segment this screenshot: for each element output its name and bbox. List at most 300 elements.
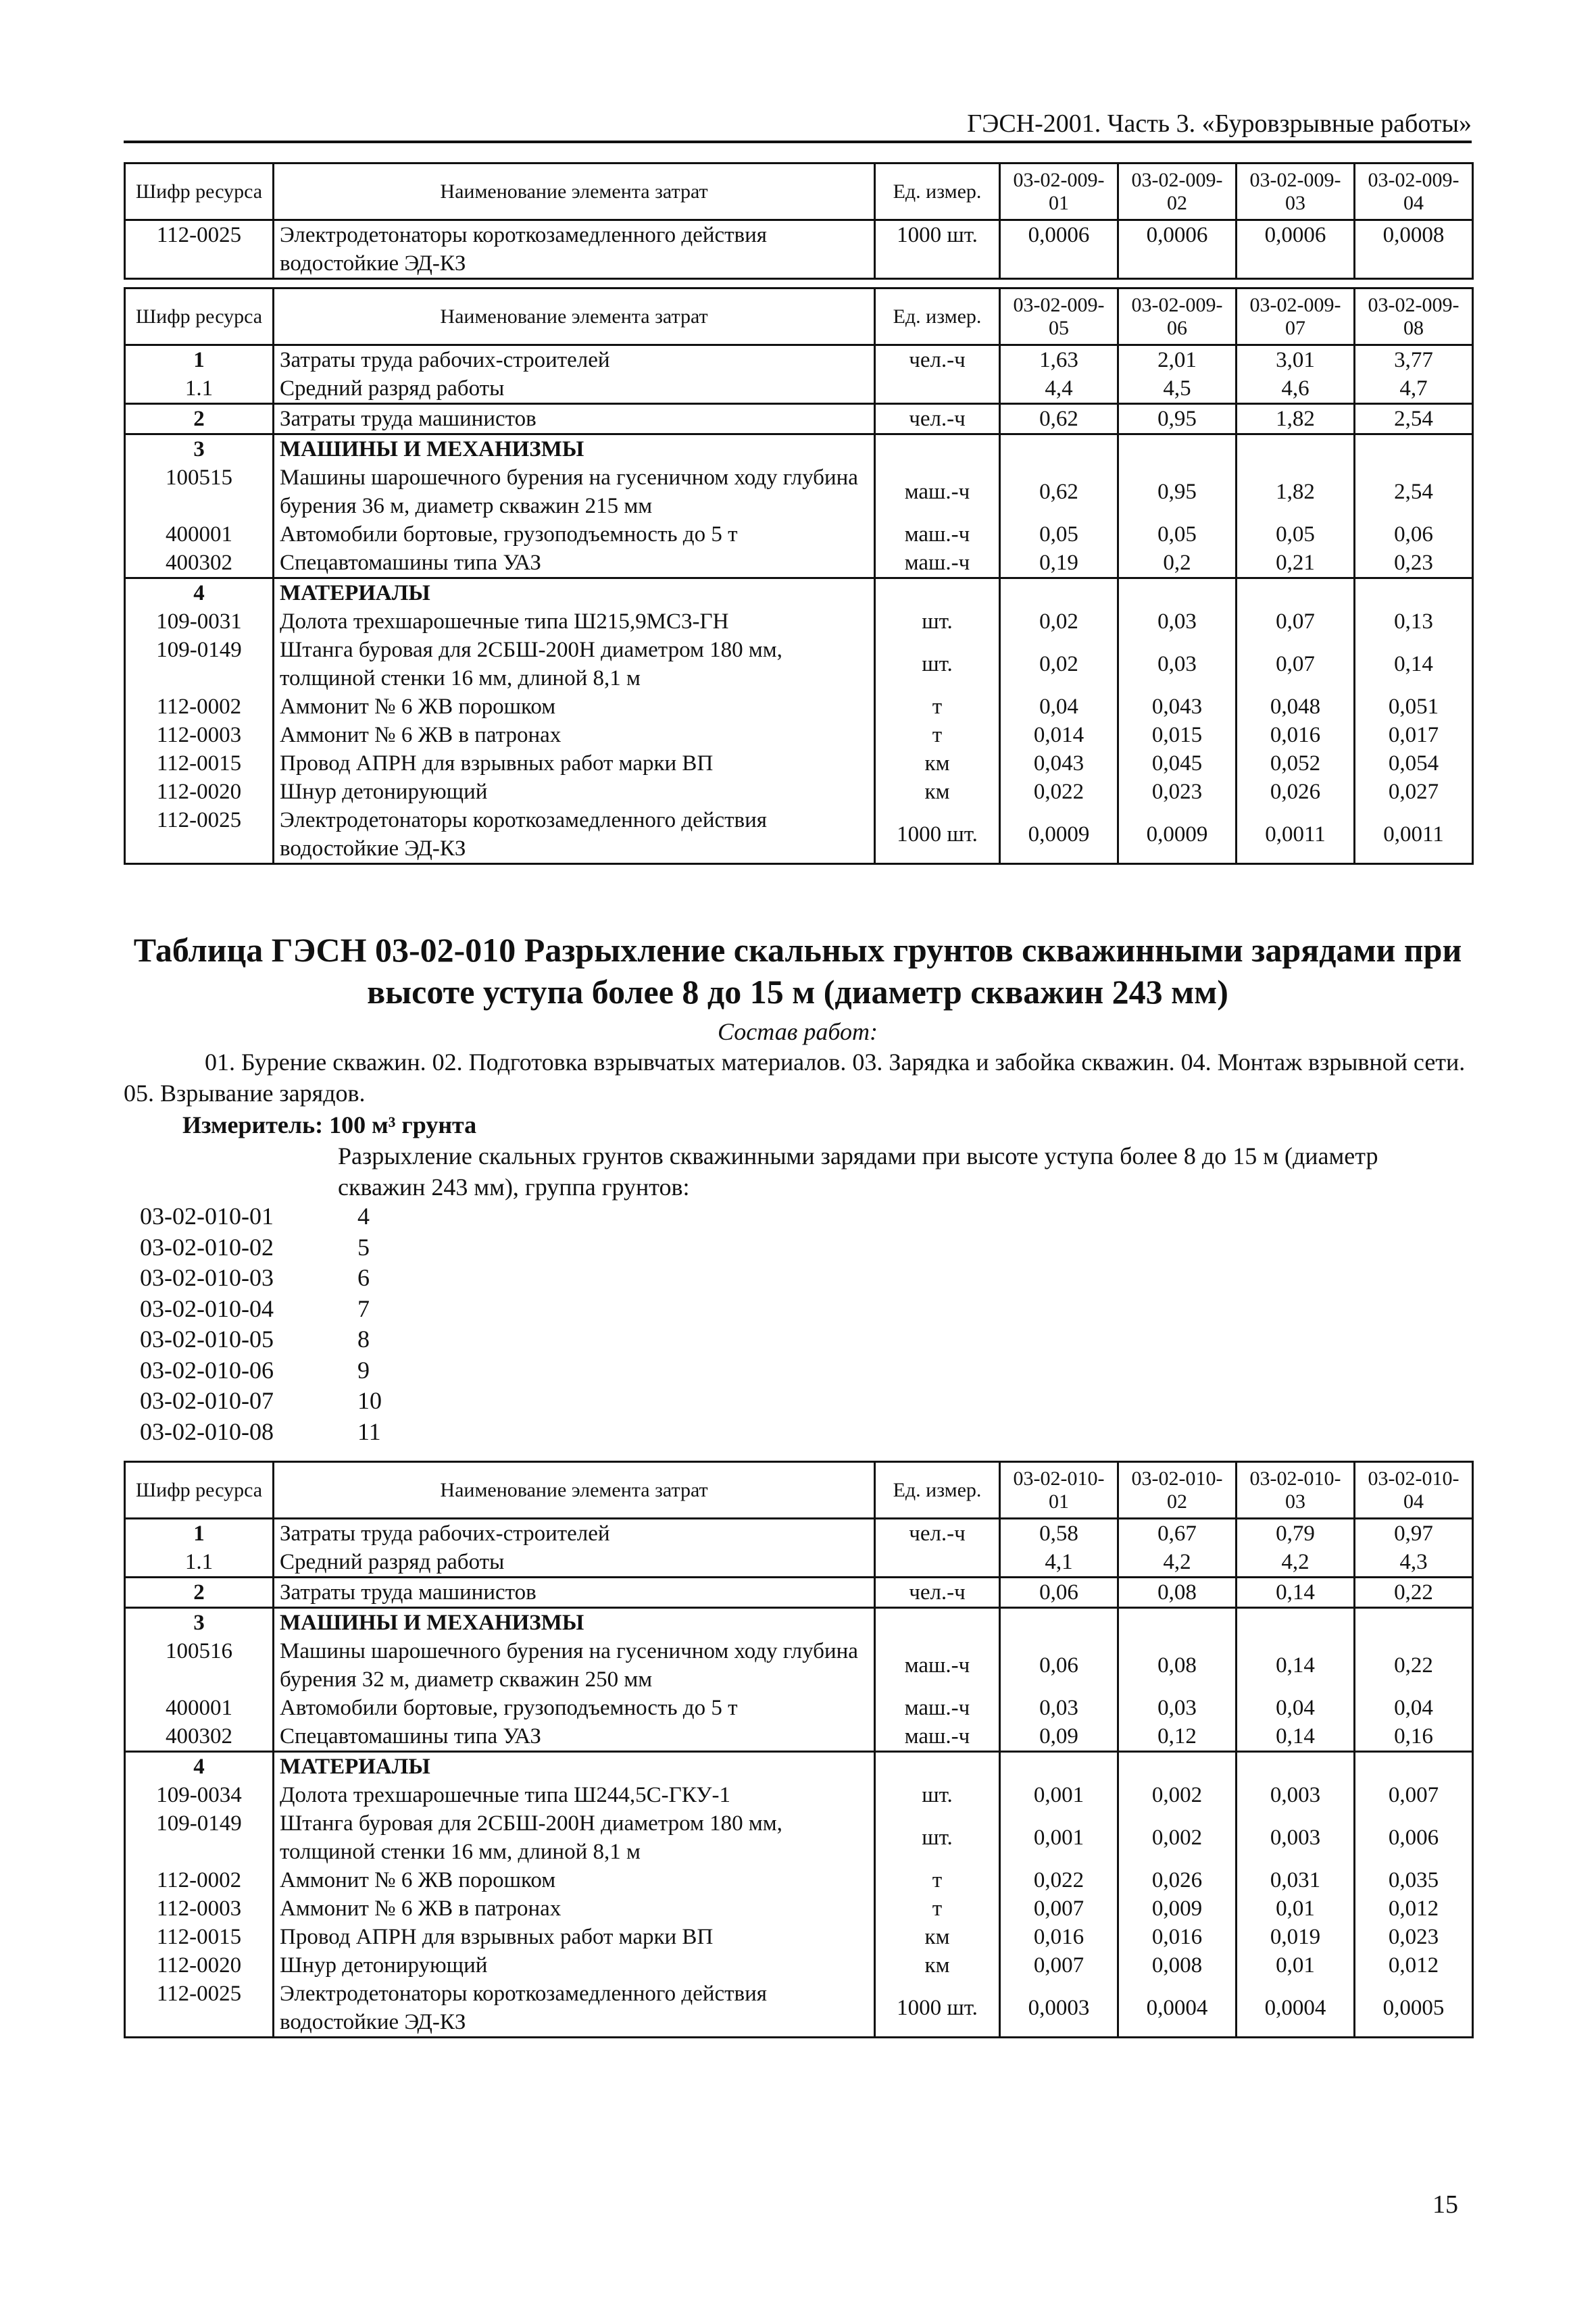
resource-name: Долота трехшарошечные типа Ш215,9МС3-ГН <box>274 607 875 636</box>
resource-name: Машины шарошечного бурения на гусеничном ходу глубина бурения 36 м, диаметр скважин 215 мм <box>274 463 875 520</box>
norm-value <box>1000 1752 1118 1782</box>
norm-value: 0,01 <box>1237 1894 1355 1923</box>
unit <box>875 578 1000 608</box>
norm-value: 0,04 <box>1237 1694 1355 1722</box>
resource-name: Автомобили бортовые, грузоподъемность до 5 т <box>274 520 875 549</box>
norm-value: 0,0006 <box>1237 220 1355 279</box>
norm-value: 0,048 <box>1237 693 1355 721</box>
norm-value: 0,002 <box>1118 1809 1237 1866</box>
norm-code-item <box>140 1294 382 1325</box>
resource-name: Электродетонаторы короткозамедленного действия водостойкие ЭД-КЗ <box>274 220 875 279</box>
norm-value: 0,002 <box>1118 1781 1237 1809</box>
norm-code: 03-02-010-02 <box>140 1233 274 1261</box>
norm-value <box>1000 1608 1118 1638</box>
norm-code-item <box>140 1386 382 1417</box>
unit <box>875 1608 1000 1638</box>
resource-name: Аммонит № 6 ЖВ в патронах <box>274 721 875 749</box>
column-header-norm: 03-02-009-07 <box>1237 288 1355 345</box>
soil-group: 6 <box>357 1264 370 1291</box>
resource-code: 1 <box>125 1519 274 1549</box>
soil-group: 7 <box>357 1294 370 1322</box>
norm-value: 4,2 <box>1118 1548 1237 1578</box>
norm-value <box>1118 1752 1237 1782</box>
resource-code: 2 <box>125 1578 274 1608</box>
norm-value: 0,007 <box>1000 1894 1118 1923</box>
column-header-code: Шифр ресурса <box>125 1462 274 1519</box>
norm-code-item <box>140 1324 382 1355</box>
norm-value <box>1237 434 1355 464</box>
norm-value: 0,12 <box>1118 1722 1237 1752</box>
table-row <box>125 693 1473 721</box>
norm-value <box>1355 578 1473 608</box>
norm-value: 3,77 <box>1355 345 1473 375</box>
table-row <box>125 220 1473 279</box>
resource-name: Шнур детонирующий <box>274 778 875 806</box>
norm-value: 2,54 <box>1355 463 1473 520</box>
unit: маш.-ч <box>875 1637 1000 1694</box>
norm-value: 1,82 <box>1237 404 1355 434</box>
resource-code: 112-0015 <box>125 749 274 778</box>
norm-value: 0,14 <box>1237 1637 1355 1694</box>
resource-name: Средний разряд работы <box>274 374 875 404</box>
norm-code-list <box>140 1201 382 1447</box>
table-row <box>125 1578 1473 1608</box>
resource-name: МАТЕРИАЛЫ <box>274 578 875 608</box>
norm-value: 0,07 <box>1237 607 1355 636</box>
norm-code: 03-02-010-08 <box>140 1417 274 1445</box>
table-row <box>125 1519 1473 1549</box>
norm-code: 03-02-010-06 <box>140 1356 274 1384</box>
resource-name: Провод АПРН для взрывных работ марки ВП <box>274 749 875 778</box>
resource-code: 1.1 <box>125 374 274 404</box>
norm-value: 0,22 <box>1355 1637 1473 1694</box>
resource-code: 109-0149 <box>125 1809 274 1866</box>
soil-group: 10 <box>357 1387 382 1414</box>
resource-name: Спецавтомашины типа УАЗ <box>274 1722 875 1752</box>
norm-value: 0,79 <box>1237 1519 1355 1549</box>
table-row <box>125 434 1473 464</box>
column-header-code: Шифр ресурса <box>125 288 274 345</box>
norm-value: 0,03 <box>1000 1694 1118 1722</box>
column-header-norm: 03-02-010-01 <box>1000 1462 1118 1519</box>
soil-group: 8 <box>357 1326 370 1353</box>
norm-value <box>1118 578 1237 608</box>
unit: 1000 шт. <box>875 220 1000 279</box>
unit: т <box>875 1894 1000 1923</box>
norm-value: 4,4 <box>1000 374 1118 404</box>
norm-value: 0,0004 <box>1118 1980 1237 2038</box>
unit: маш.-ч <box>875 1694 1000 1722</box>
norm-value: 0,03 <box>1118 1694 1237 1722</box>
norm-code: 03-02-010-04 <box>140 1294 274 1322</box>
unit: т <box>875 721 1000 749</box>
norm-value: 0,019 <box>1237 1923 1355 1951</box>
resource-code: 4 <box>125 578 274 608</box>
resource-code: 112-0003 <box>125 1894 274 1923</box>
norm-value: 0,62 <box>1000 404 1118 434</box>
unit: шт. <box>875 1781 1000 1809</box>
norm-description: Разрыхление скальных грунтов скважинными зарядами при высоте уступа более 8 до 15 м (диаметр скважин 243 мм), группа грунтов: <box>338 1142 1378 1201</box>
resource-name: Штанга буровая для 2СБШ-200Н диаметром 180 мм, толщиной стенки 16 мм, длиной 8,1 м <box>274 636 875 693</box>
resource-code: 109-0031 <box>125 607 274 636</box>
table-row <box>125 578 1473 608</box>
column-header-norm: 03-02-010-03 <box>1237 1462 1355 1519</box>
norm-value: 0,09 <box>1000 1722 1118 1752</box>
resource-code: 400001 <box>125 1694 274 1722</box>
norm-value <box>1000 434 1118 464</box>
norm-value: 0,14 <box>1237 1578 1355 1608</box>
norm-value: 0,21 <box>1237 549 1355 578</box>
norm-value: 0,95 <box>1118 404 1237 434</box>
norm-value: 0,03 <box>1118 607 1237 636</box>
norm-value <box>1237 1752 1355 1782</box>
norm-value: 0,02 <box>1000 636 1118 693</box>
table-row <box>125 1608 1473 1638</box>
resource-name: Электродетонаторы короткозамедленного действия водостойкие ЭД-КЗ <box>274 806 875 864</box>
table-row <box>125 749 1473 778</box>
resource-code: 100516 <box>125 1637 274 1694</box>
norm-value <box>1118 1608 1237 1638</box>
norm-value: 0,026 <box>1237 778 1355 806</box>
resource-name: Затраты труда машинистов <box>274 1578 875 1608</box>
column-header-norm: 03-02-009-08 <box>1355 288 1473 345</box>
norm-value: 0,05 <box>1000 520 1118 549</box>
measure-unit: Измеритель: 100 м³ грунта <box>182 1111 477 1138</box>
table-row <box>125 607 1473 636</box>
norm-value <box>1237 1608 1355 1638</box>
resource-code: 112-0002 <box>125 1866 274 1894</box>
norm-code-item <box>140 1232 382 1263</box>
resource-code: 1 <box>125 345 274 375</box>
norm-code-item <box>140 1417 382 1448</box>
resource-code: 400001 <box>125 520 274 549</box>
table-row <box>125 1637 1473 1694</box>
resource-name: МАТЕРИАЛЫ <box>274 1752 875 1782</box>
norm-value: 0,67 <box>1118 1519 1237 1549</box>
norm-value: 0,0009 <box>1000 806 1118 864</box>
resource-code: 109-0149 <box>125 636 274 693</box>
norm-value: 0,023 <box>1355 1923 1473 1951</box>
norm-value: 0,0006 <box>1118 220 1237 279</box>
norm-value: 0,003 <box>1237 1781 1355 1809</box>
norm-value: 0,0003 <box>1000 1980 1118 2038</box>
norm-value: 4,5 <box>1118 374 1237 404</box>
norm-value: 0,035 <box>1355 1866 1473 1894</box>
table-row <box>125 345 1473 375</box>
soil-group: 4 <box>357 1203 370 1230</box>
column-header-norm: 03-02-009-03 <box>1237 164 1355 220</box>
table-row <box>125 806 1473 864</box>
resource-code: 3 <box>125 434 274 464</box>
norm-value: 0,022 <box>1000 1866 1118 1894</box>
resource-name: Штанга буровая для 2СБШ-200Н диаметром 180 мм, толщиной стенки 16 мм, длиной 8,1 м <box>274 1809 875 1866</box>
norm-value: 4,2 <box>1237 1548 1355 1578</box>
norm-value: 0,97 <box>1355 1519 1473 1549</box>
norm-value: 0,0006 <box>1000 220 1118 279</box>
norm-code-item <box>140 1201 382 1232</box>
column-header-norm: 03-02-009-05 <box>1000 288 1118 345</box>
norm-value: 0,016 <box>1000 1923 1118 1951</box>
norm-value: 0,0011 <box>1237 806 1355 864</box>
norm-value: 0,045 <box>1118 749 1237 778</box>
norm-value: 4,1 <box>1000 1548 1118 1578</box>
column-header-name: Наименование элемента затрат <box>274 288 875 345</box>
unit: чел.-ч <box>875 345 1000 375</box>
norm-value: 3,01 <box>1237 345 1355 375</box>
norm-value: 0,0005 <box>1355 1980 1473 2038</box>
unit: маш.-ч <box>875 549 1000 578</box>
norm-value: 0,0011 <box>1355 806 1473 864</box>
soil-group: 11 <box>357 1417 381 1445</box>
works-label: Состав работ: <box>718 1018 878 1045</box>
table-row <box>125 778 1473 806</box>
column-header-name: Наименование элемента затрат <box>274 164 875 220</box>
resource-name: Аммонит № 6 ЖВ в патронах <box>274 1894 875 1923</box>
norm-value: 0,14 <box>1237 1722 1355 1752</box>
norm-value: 0,012 <box>1355 1894 1473 1923</box>
table-row <box>125 1809 1473 1866</box>
unit: маш.-ч <box>875 520 1000 549</box>
norm-value: 0,06 <box>1000 1637 1118 1694</box>
resource-code: 112-0025 <box>125 806 274 864</box>
table-row <box>125 1894 1473 1923</box>
cost-table-009-05-08 <box>124 287 1474 865</box>
norm-value: 0,03 <box>1118 636 1237 693</box>
norm-value: 0,006 <box>1355 1809 1473 1866</box>
resource-name: Машины шарошечного бурения на гусеничном ходу глубина бурения 32 м, диаметр скважин 250 мм <box>274 1637 875 1694</box>
column-header-unit: Ед. измер. <box>875 164 1000 220</box>
column-header-norm: 03-02-010-04 <box>1355 1462 1473 1519</box>
unit: км <box>875 749 1000 778</box>
resource-name: Электродетонаторы короткозамедленного действия водостойкие ЭД-КЗ <box>274 1980 875 2038</box>
unit: км <box>875 1951 1000 1980</box>
unit: 1000 шт. <box>875 1980 1000 2038</box>
norm-value: 0,008 <box>1118 1951 1237 1980</box>
norm-value: 0,027 <box>1355 778 1473 806</box>
resource-name: Затраты труда машинистов <box>274 404 875 434</box>
norm-value: 0,01 <box>1237 1951 1355 1980</box>
norm-value: 0,07 <box>1237 636 1355 693</box>
soil-group: 9 <box>357 1356 370 1384</box>
resource-code: 112-0015 <box>125 1923 274 1951</box>
norm-code-item <box>140 1263 382 1294</box>
norm-value: 0,62 <box>1000 463 1118 520</box>
resource-name: Автомобили бортовые, грузоподъемность до 5 т <box>274 1694 875 1722</box>
norm-value: 0,026 <box>1118 1866 1237 1894</box>
norm-value: 2,01 <box>1118 345 1237 375</box>
table-row <box>125 1951 1473 1980</box>
table-row <box>125 374 1473 404</box>
norm-value: 0,003 <box>1237 1809 1355 1866</box>
resource-code: 2 <box>125 404 274 434</box>
resource-code: 400302 <box>125 1722 274 1752</box>
norm-value: 0,22 <box>1355 1578 1473 1608</box>
page-number: 15 <box>1432 2190 1458 2219</box>
norm-value: 0,016 <box>1118 1923 1237 1951</box>
norm-value <box>1355 434 1473 464</box>
unit: км <box>875 778 1000 806</box>
norm-value: 0,043 <box>1000 749 1118 778</box>
norm-code: 03-02-010-01 <box>140 1203 274 1230</box>
norm-value: 0,05 <box>1118 520 1237 549</box>
norm-value: 0,007 <box>1000 1951 1118 1980</box>
table-row <box>125 1548 1473 1578</box>
norm-value: 0,95 <box>1118 463 1237 520</box>
resource-code: 400302 <box>125 549 274 578</box>
resource-name: Спецавтомашины типа УАЗ <box>274 549 875 578</box>
norm-value: 0,13 <box>1355 607 1473 636</box>
resource-name: Средний разряд работы <box>274 1548 875 1578</box>
norm-value: 0,007 <box>1355 1781 1473 1809</box>
resource-name: МАШИНЫ И МЕХАНИЗМЫ <box>274 1608 875 1638</box>
resource-name: МАШИНЫ И МЕХАНИЗМЫ <box>274 434 875 464</box>
norm-value <box>1000 578 1118 608</box>
resource-name: Шнур детонирующий <box>274 1951 875 1980</box>
norm-value: 0,02 <box>1000 607 1118 636</box>
norm-value <box>1237 578 1355 608</box>
resource-code: 4 <box>125 1752 274 1782</box>
norm-value: 0,043 <box>1118 693 1237 721</box>
soil-group: 5 <box>357 1233 370 1261</box>
column-header-name: Наименование элемента затрат <box>274 1462 875 1519</box>
column-header-norm: 03-02-009-06 <box>1118 288 1237 345</box>
norm-value: 0,009 <box>1118 1894 1237 1923</box>
table-row <box>125 1781 1473 1809</box>
resource-code: 112-0025 <box>125 1980 274 2038</box>
norm-value: 0,23 <box>1355 549 1473 578</box>
norm-value: 2,54 <box>1355 404 1473 434</box>
norm-value: 0,14 <box>1355 636 1473 693</box>
table-row <box>125 1722 1473 1752</box>
table-row <box>125 1752 1473 1782</box>
norm-value: 0,001 <box>1000 1809 1118 1866</box>
norm-value: 0,031 <box>1237 1866 1355 1894</box>
norm-code: 03-02-010-05 <box>140 1326 274 1353</box>
norm-value: 0,0008 <box>1355 220 1473 279</box>
resource-code: 3 <box>125 1608 274 1638</box>
table-row <box>125 636 1473 693</box>
section-title: Таблица ГЭСН 03-02-010 Разрыхление скальных грунтов скважинными зарядами при высоте уступа более 8 до 15 м (диаметр скважин 243 мм) <box>133 931 1462 1011</box>
works-text: 01. Бурение скважин. 02. Подготовка взрывчатых материалов. 03. Зарядка и забойка скважин. 04. Монтаж взрывной сети. 05. Взрывание зарядов. <box>124 1049 1466 1107</box>
unit: маш.-ч <box>875 463 1000 520</box>
column-header-code: Шифр ресурса <box>125 164 274 220</box>
norm-code-item <box>140 1355 382 1386</box>
norm-value: 0,2 <box>1118 549 1237 578</box>
unit: т <box>875 693 1000 721</box>
norm-value: 0,017 <box>1355 721 1473 749</box>
norm-value: 0,016 <box>1237 721 1355 749</box>
table-row <box>125 721 1473 749</box>
column-header-unit: Ед. измер. <box>875 288 1000 345</box>
norm-value: 0,022 <box>1000 778 1118 806</box>
cost-table-010-01-04 <box>124 1461 1474 2038</box>
norm-value: 0,051 <box>1355 693 1473 721</box>
table-row <box>125 520 1473 549</box>
unit: чел.-ч <box>875 404 1000 434</box>
unit: шт. <box>875 607 1000 636</box>
unit: т <box>875 1866 1000 1894</box>
unit <box>875 1548 1000 1578</box>
norm-value: 0,001 <box>1000 1781 1118 1809</box>
norm-value: 0,015 <box>1118 721 1237 749</box>
norm-code: 03-02-010-07 <box>140 1387 274 1414</box>
norm-value: 0,05 <box>1237 520 1355 549</box>
norm-code: 03-02-010-03 <box>140 1264 274 1291</box>
unit <box>875 434 1000 464</box>
table-row <box>125 1694 1473 1722</box>
column-header-norm: 03-02-009-01 <box>1000 164 1118 220</box>
column-header-unit: Ед. измер. <box>875 1462 1000 1519</box>
norm-value: 1,82 <box>1237 463 1355 520</box>
norm-value: 0,19 <box>1000 549 1118 578</box>
resource-code: 112-0020 <box>125 778 274 806</box>
column-header-norm: 03-02-009-02 <box>1118 164 1237 220</box>
column-header-norm: 03-02-010-02 <box>1118 1462 1237 1519</box>
norm-value: 1,63 <box>1000 345 1118 375</box>
norm-value: 0,023 <box>1118 778 1237 806</box>
norm-value: 0,08 <box>1118 1578 1237 1608</box>
norm-value: 4,7 <box>1355 374 1473 404</box>
unit: шт. <box>875 1809 1000 1866</box>
unit: 1000 шт. <box>875 806 1000 864</box>
norm-value: 0,04 <box>1000 693 1118 721</box>
resource-code: 1.1 <box>125 1548 274 1578</box>
table-row <box>125 1866 1473 1894</box>
resource-code: 109-0034 <box>125 1781 274 1809</box>
unit: км <box>875 1923 1000 1951</box>
resource-code: 100515 <box>125 463 274 520</box>
resource-name: Аммонит № 6 ЖВ порошком <box>274 1866 875 1894</box>
table-row <box>125 1980 1473 2038</box>
resource-name: Затраты труда рабочих-строителей <box>274 1519 875 1549</box>
unit: чел.-ч <box>875 1578 1000 1608</box>
norm-value: 0,052 <box>1237 749 1355 778</box>
norm-value: 0,054 <box>1355 749 1473 778</box>
unit: чел.-ч <box>875 1519 1000 1549</box>
norm-value <box>1355 1608 1473 1638</box>
resource-name: Долота трехшарошечные типа Ш244,5С-ГКУ-1 <box>274 1781 875 1809</box>
resource-code: 112-0025 <box>125 220 274 279</box>
resource-code: 112-0020 <box>125 1951 274 1980</box>
norm-value: 0,58 <box>1000 1519 1118 1549</box>
unit <box>875 1752 1000 1782</box>
cost-table-009-01-04 <box>124 162 1474 280</box>
norm-value: 0,04 <box>1355 1694 1473 1722</box>
table-row <box>125 463 1473 520</box>
unit <box>875 374 1000 404</box>
norm-value: 4,6 <box>1237 374 1355 404</box>
norm-value: 0,08 <box>1118 1637 1237 1694</box>
norm-value: 0,16 <box>1355 1722 1473 1752</box>
norm-value <box>1118 434 1237 464</box>
table-row <box>125 1923 1473 1951</box>
resource-name: Затраты труда рабочих-строителей <box>274 345 875 375</box>
resource-name: Провод АПРН для взрывных работ марки ВП <box>274 1923 875 1951</box>
resource-code: 112-0003 <box>125 721 274 749</box>
table-row <box>125 404 1473 434</box>
norm-value: 0,0009 <box>1118 806 1237 864</box>
norm-value: 0,06 <box>1355 520 1473 549</box>
resource-code: 112-0002 <box>125 693 274 721</box>
resource-name: Аммонит № 6 ЖВ порошком <box>274 693 875 721</box>
unit: шт. <box>875 636 1000 693</box>
norm-value: 4,3 <box>1355 1548 1473 1578</box>
norm-value: 0,0004 <box>1237 1980 1355 2038</box>
norm-value: 0,06 <box>1000 1578 1118 1608</box>
running-header: ГЭСН-2001. Часть 3. «Буровзрывные работы» <box>124 108 1472 143</box>
norm-value <box>1355 1752 1473 1782</box>
table-row <box>125 549 1473 578</box>
